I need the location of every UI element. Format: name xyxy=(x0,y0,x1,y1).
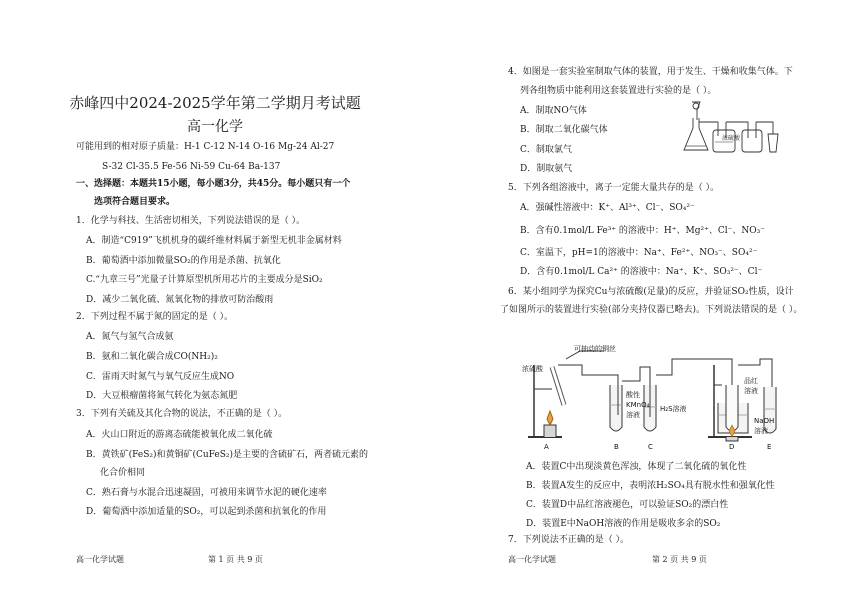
q4-option-b: B．制取二氧化碳气体 xyxy=(520,125,608,135)
q6-label-copper-wire: 可抽动的铜丝 xyxy=(574,345,616,353)
q2-option-a: A．氮气与氢气合成氨 xyxy=(86,332,174,342)
q6-label-kmno4-1: 酸性 xyxy=(626,391,640,399)
q3-option-b: B．黄铁矿(FeS₂)和黄铜矿(CuFeS₂)是主要的含硫矿石，两者硫元素的 xyxy=(86,450,369,460)
q6-option-d: D．装置E中NaOH溶液的作用是吸收多余的SO₂ xyxy=(526,519,721,529)
q6-label-conc-acid: 浓硫酸 xyxy=(522,365,543,373)
q5-option-a: A．强碱性溶液中：K⁺、Al³⁺、Cl⁻、SO₄²⁻ xyxy=(520,203,695,213)
q3-option-c: C．熟石膏与水混合迅速凝固，可被用来调节水泥的硬化速率 xyxy=(86,488,327,498)
q6-label-e: E xyxy=(767,443,772,451)
q4-stem-cont: 列各组物质中能利用这套装置进行实验的是（ ）。 xyxy=(520,86,717,96)
footer-page-number: 第 1 页 共 9 页 xyxy=(208,555,263,564)
q1-stem: 1．化学与科技、生活密切相关，下列说法错误的是（ ）。 xyxy=(76,216,306,226)
footer-title: 高一化学试题 xyxy=(76,555,124,564)
section-heading-cont: 选项符合题目要求。 xyxy=(94,197,176,207)
q2-option-c: C．雷雨天时氮气与氧气反应生成NO xyxy=(86,372,235,382)
q6-stem-cont: 了如图所示的装置进行实验(部分夹持仪器已略去)。下列说法错误的是（ ）。 xyxy=(500,305,803,315)
q6-label-b: B xyxy=(614,443,619,451)
q2-stem: 2．下列过程不属于氮的固定的是（ ）。 xyxy=(76,312,234,322)
q6-label-naoh-1: NaOH xyxy=(754,417,775,425)
q7-stem: 7．下列说法不正确的是（ ）。 xyxy=(508,535,630,545)
q6-label-h2s: H₂S溶液 xyxy=(660,405,687,413)
q6-label-kmno4-3: 溶液 xyxy=(626,411,640,419)
page-2 xyxy=(430,0,860,609)
q3-option-b-cont: 化合价相同 xyxy=(100,468,146,478)
q3-option-d: D．葡萄酒中添加适量的SO₂，可以起到杀菌和抗氧化的作用 xyxy=(86,507,327,517)
q5-stem: 5．下列各组溶液中，离子一定能大量共存的是（ ）。 xyxy=(508,183,720,193)
q6-apparatus-figure xyxy=(522,345,784,455)
q4-option-d: D．制取氨气 xyxy=(520,164,573,174)
q4-option-a: A．制取NO气体 xyxy=(520,106,587,116)
q3-stem: 3．下列有关硫及其化合物的说法，不正确的是（ ）。 xyxy=(76,409,288,419)
q6-label-c: C xyxy=(648,443,653,451)
q6-label-naoh-2: 溶液 xyxy=(754,427,768,435)
q6-stem: 6．某小组同学为探究Cu与浓硫酸(足量)的反应，并验证SO₂性质，设计 xyxy=(508,287,794,297)
q6-label-a: A xyxy=(544,443,549,451)
atomic-masses-line-1: 可能用到的相对原子质量：H-1 C-12 N-14 O-16 Mg-24 Al-27 xyxy=(76,142,335,152)
q4-fig-label: 浓硫酸 xyxy=(722,135,741,142)
atomic-masses-line-2: S-32 Cl-35.5 Fe-56 Ni-59 Cu-64 Ba-137 xyxy=(102,162,281,172)
footer-page-number: 第 2 页 共 9 页 xyxy=(652,555,707,564)
exam-subject: 高一化学 xyxy=(187,119,243,135)
q4-apparatus-figure xyxy=(678,98,788,158)
q6-label-pinhong-2: 溶液 xyxy=(744,387,758,395)
q1-option-a: A．制造“C919”飞机机身的碳纤维材料属于新型无机非金属材料 xyxy=(86,236,342,246)
q1-option-b: B．葡萄酒中添加微量SO₂的作用是杀菌、抗氧化 xyxy=(86,256,281,266)
q6-option-b: B．装置A发生的反应中，表明浓H₂SO₄具有脱水性和强氧化性 xyxy=(526,481,775,491)
q5-option-d: D．含有0.1mol/L Ca²⁺ 的溶液中：Na⁺、K⁺、SO₃²⁻、Cl⁻ xyxy=(520,267,763,277)
q5-option-b: B．含有0.1mol/L Fe³⁺ 的溶液中：H⁺、Mg²⁺、Cl⁻、NO₃⁻ xyxy=(520,226,765,236)
q4-stem: 4．如图是一套实验室制取气体的装置，用于发生、干燥和收集气体。下 xyxy=(508,67,793,77)
footer-title: 高一化学试题 xyxy=(508,555,556,564)
q6-label-kmno4-2: KMnO₄ xyxy=(626,401,650,409)
q6-label-d: D xyxy=(729,443,735,451)
q6-label-pinhong-1: 品红 xyxy=(744,377,758,385)
q4-option-c: C．制取氯气 xyxy=(520,145,572,155)
q1-option-d: D．减少二氧化硫、氮氧化物的排放可防治酸雨 xyxy=(86,295,274,305)
q1-option-c: C.“九章三号”光量子计算原型机所用芯片的主要成分是SiO₂ xyxy=(86,275,323,285)
q6-option-a: A．装置C中出现淡黄色浑浊，体现了二氧化硫的氧化性 xyxy=(526,462,747,472)
exam-title: 赤峰四中2024-2025学年第二学期月考试题 xyxy=(69,94,361,112)
q5-option-c: C．室温下，pH=1的溶液中：Na⁺、Fe²⁺、NO₃⁻、SO₄²⁻ xyxy=(520,248,758,258)
section-heading: 一、选择题：本题共15小题，每小题3分，共45分。每小题只有一个 xyxy=(76,179,351,189)
q3-option-a: A．火山口附近的游离态硫能被氧化成二氧化硫 xyxy=(86,430,273,440)
q2-option-d: D．大豆根瘤菌将氮气转化为氨态氮肥 xyxy=(86,391,238,401)
q2-option-b: B．氨和二氧化碳合成CO(NH₂)₂ xyxy=(86,352,218,362)
q6-option-c: C．装置D中品红溶液褪色，可以验证SO₂的漂白性 xyxy=(526,500,729,510)
